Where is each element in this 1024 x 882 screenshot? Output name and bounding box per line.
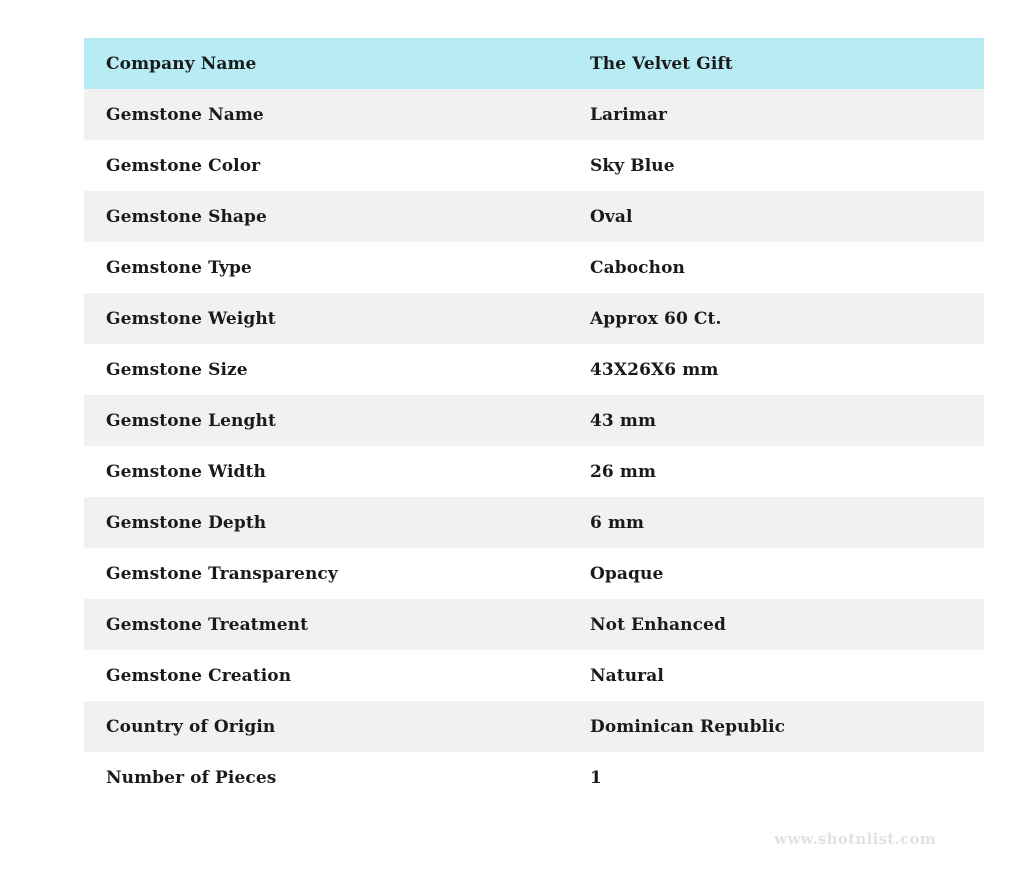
spec-value: The Velvet Gift — [568, 38, 984, 89]
spec-value: Oval — [568, 191, 984, 242]
spec-value: 43 mm — [568, 395, 984, 446]
spec-value: Cabochon — [568, 242, 984, 293]
table-row — [84, 497, 984, 548]
table-row — [84, 140, 984, 191]
spec-value: Dominican Republic — [568, 701, 984, 752]
spec-label: Country of Origin — [84, 701, 568, 752]
table-row — [84, 752, 984, 803]
spec-value: Larimar — [568, 89, 984, 140]
spec-label: Gemstone Shape — [84, 191, 568, 242]
table-row — [84, 395, 984, 446]
spec-value: 6 mm — [568, 497, 984, 548]
spec-label: Gemstone Transparency — [84, 548, 568, 599]
spec-value: 43X26X6 mm — [568, 344, 984, 395]
table-row — [84, 89, 984, 140]
table-row — [84, 242, 984, 293]
spec-label: Gemstone Weight — [84, 293, 568, 344]
spec-label: Gemstone Depth — [84, 497, 568, 548]
spec-value: Sky Blue — [568, 140, 984, 191]
spec-label: Gemstone Width — [84, 446, 568, 497]
table-row — [84, 446, 984, 497]
spec-label: Gemstone Creation — [84, 650, 568, 701]
spec-table-body — [84, 38, 984, 803]
spec-label: Gemstone Size — [84, 344, 568, 395]
table-row — [84, 650, 984, 701]
spec-label: Gemstone Lenght — [84, 395, 568, 446]
spec-value: 26 mm — [568, 446, 984, 497]
table-row — [84, 293, 984, 344]
spec-label: Gemstone Color — [84, 140, 568, 191]
table-row — [84, 548, 984, 599]
spec-value: Approx 60 Ct. — [568, 293, 984, 344]
spec-label: Gemstone Treatment — [84, 599, 568, 650]
table-row — [84, 701, 984, 752]
table-row — [84, 191, 984, 242]
spec-label: Company Name — [84, 38, 568, 89]
spec-value: 1 — [568, 752, 984, 803]
spec-label: Gemstone Name — [84, 89, 568, 140]
spec-value: Not Enhanced — [568, 599, 984, 650]
gemstone-spec-table — [84, 38, 984, 803]
table-row — [84, 599, 984, 650]
table-row — [84, 344, 984, 395]
spec-value: Opaque — [568, 548, 984, 599]
spec-label: Gemstone Type — [84, 242, 568, 293]
spec-value: Natural — [568, 650, 984, 701]
table-row — [84, 38, 984, 89]
watermark: www.shotnlist.com — [774, 830, 936, 848]
spec-label: Number of Pieces — [84, 752, 568, 803]
